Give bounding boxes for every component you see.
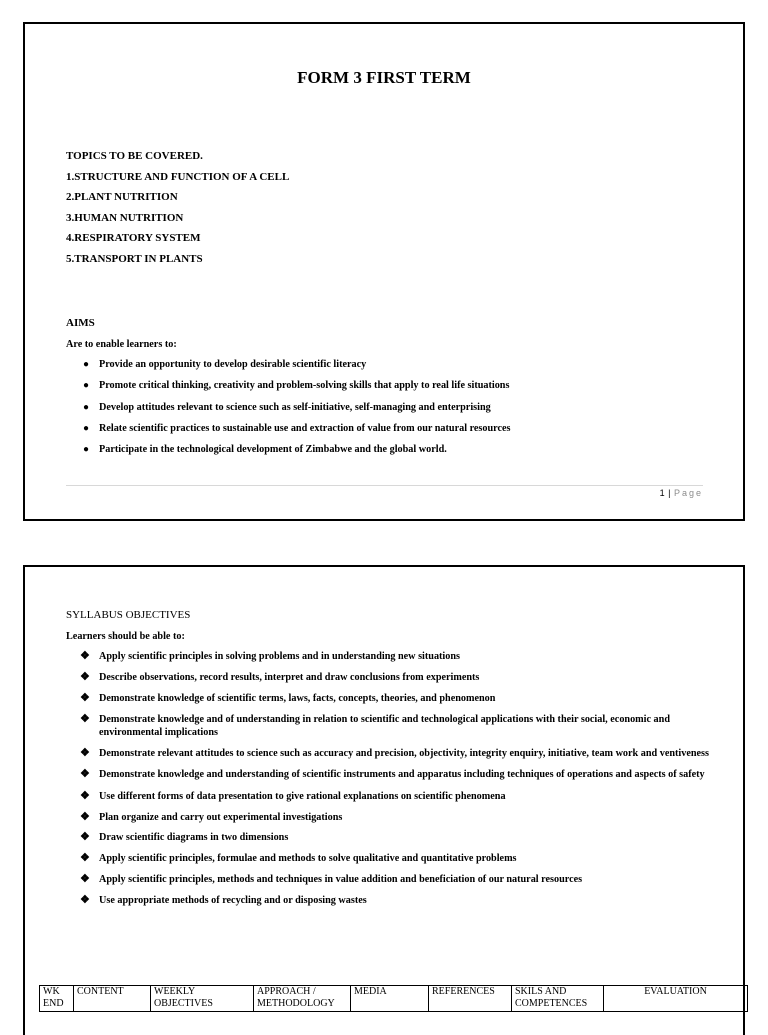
topic-item: 1.STRUCTURE AND FUNCTION OF A CELL [66, 170, 290, 183]
table-header-row [40, 986, 748, 1012]
objectives-list-item: ❖ Apply scientific principles, methods and techniques in value addition and beneficiation of our natural resources [80, 872, 583, 885]
footer-divider [66, 485, 703, 486]
objectives-list-item: ❖ Apply scientific principles in solving problems and in understanding new situations [80, 650, 460, 663]
topic-item: 5.TRANSPORT IN PLANTS [66, 252, 203, 265]
bullet-icon: ● [83, 380, 90, 392]
document-page-2 [23, 565, 745, 1035]
objectives-section [66, 609, 713, 915]
column-header-objectives: WEEKLY OBJECTIVES [151, 986, 254, 1012]
aims-list-item: ● Participate in the technological development of Zimbabwe and the global world. [83, 443, 447, 455]
diamond-bullet-icon: ❖ [80, 768, 90, 781]
topic-item: 3.HUMAN NUTRITION [66, 211, 184, 224]
diamond-bullet-icon: ❖ [80, 810, 90, 823]
column-header-week: WK END [40, 986, 74, 1012]
column-header-media: MEDIA [351, 986, 429, 1012]
diamond-bullet-icon: ❖ [80, 893, 90, 906]
document-page-1 [23, 22, 745, 521]
diamond-bullet-icon: ❖ [80, 872, 90, 885]
aims-list-item: ● Relate scientific practices to sustainable use and extraction of value from our natural resources [83, 422, 511, 434]
column-header-references: REFERENCES [429, 986, 512, 1012]
objectives-list-item: ❖ Demonstrate knowledge and understanding of scientific instruments and apparatus including techniques of operations and aspects of safety [80, 768, 705, 781]
objectives-list-item: ❖ Demonstrate knowledge and of understanding in relation to scientific and technological applications with their social, economic and environmental implications [80, 712, 670, 738]
page-number-footer [660, 488, 703, 498]
page-number: 1 [659, 488, 666, 498]
diamond-bullet-icon: ❖ [80, 852, 90, 865]
aims-list-item: ● Promote critical thinking, creativity and problem-solving skills that apply to real life situations [83, 380, 510, 392]
column-header-approach: APPROACH / METHODOLOGY [254, 986, 351, 1012]
diamond-bullet-icon: ❖ [80, 650, 90, 663]
diamond-bullet-icon: ❖ [80, 789, 90, 802]
aims-heading: AIMS [66, 317, 95, 329]
aims-list-item: ● Provide an opportunity to develop desirable scientific literacy [83, 359, 367, 371]
objectives-list-item: ❖ Use appropriate methods of recycling and or disposing wastes [80, 893, 367, 906]
column-header-skills: SKILS AND COMPETENCES [512, 986, 604, 1012]
objectives-list [66, 650, 713, 907]
diamond-bullet-icon: ❖ [80, 712, 90, 725]
page-number-separator: | [668, 488, 671, 498]
aims-section [66, 317, 713, 464]
scheme-of-work-table [39, 985, 748, 1012]
page-title: FORM 3 FIRST TERM [297, 68, 471, 87]
diamond-bullet-icon: ❖ [80, 670, 90, 683]
topics-section [66, 150, 713, 274]
bullet-icon: ● [83, 422, 90, 434]
objectives-list-item: ❖ Describe observations, record results, interpret and draw conclusions from experiments [80, 670, 480, 683]
topics-heading: TOPICS TO BE COVERED. [66, 150, 203, 162]
objectives-list-item: ❖ Plan organize and carry out experimental investigations [80, 810, 343, 823]
topic-item: 4.RESPIRATORY SYSTEM [66, 232, 201, 245]
page-label: Page [673, 488, 703, 498]
diamond-bullet-icon: ❖ [80, 831, 90, 844]
bullet-icon: ● [83, 401, 90, 413]
objectives-list-item: ❖ Demonstrate knowledge of scientific terms, laws, facts, concepts, theories, and phenomenon [80, 691, 496, 704]
aims-list-item: ● Develop attitudes relevant to science such as self-initiative, self-managing and enterprising [83, 401, 491, 413]
aims-list [66, 358, 713, 456]
column-header-evaluation: EVALUATION [604, 986, 748, 1012]
diamond-bullet-icon: ❖ [80, 691, 90, 704]
objectives-intro: Learners should be able to: [66, 630, 185, 642]
diamond-bullet-icon: ❖ [80, 746, 90, 759]
objectives-list-item: ❖ Use different forms of data presentation to give rational explanations on scientific phenomena [80, 789, 506, 802]
topic-item: 2.PLANT NUTRITION [66, 191, 178, 204]
aims-intro: Are to enable learners to: [66, 338, 177, 350]
objectives-list-item: ❖ Apply scientific principles, formulae and methods to solve qualitative and quantitative problems [80, 852, 517, 865]
column-header-content: CONTENT [74, 986, 151, 1012]
objectives-list-item: ❖ Demonstrate relevant attitudes to science such as accuracy and precision, objectivity, integrity enquiry, initiative, team work and ventiveness [80, 746, 709, 759]
objectives-list-item: ❖ Draw scientific diagrams in two dimensions [80, 831, 289, 844]
bullet-icon: ● [83, 359, 90, 371]
bullet-icon: ● [83, 443, 90, 455]
objectives-heading: SYLLABUS OBJECTIVES [66, 609, 191, 621]
